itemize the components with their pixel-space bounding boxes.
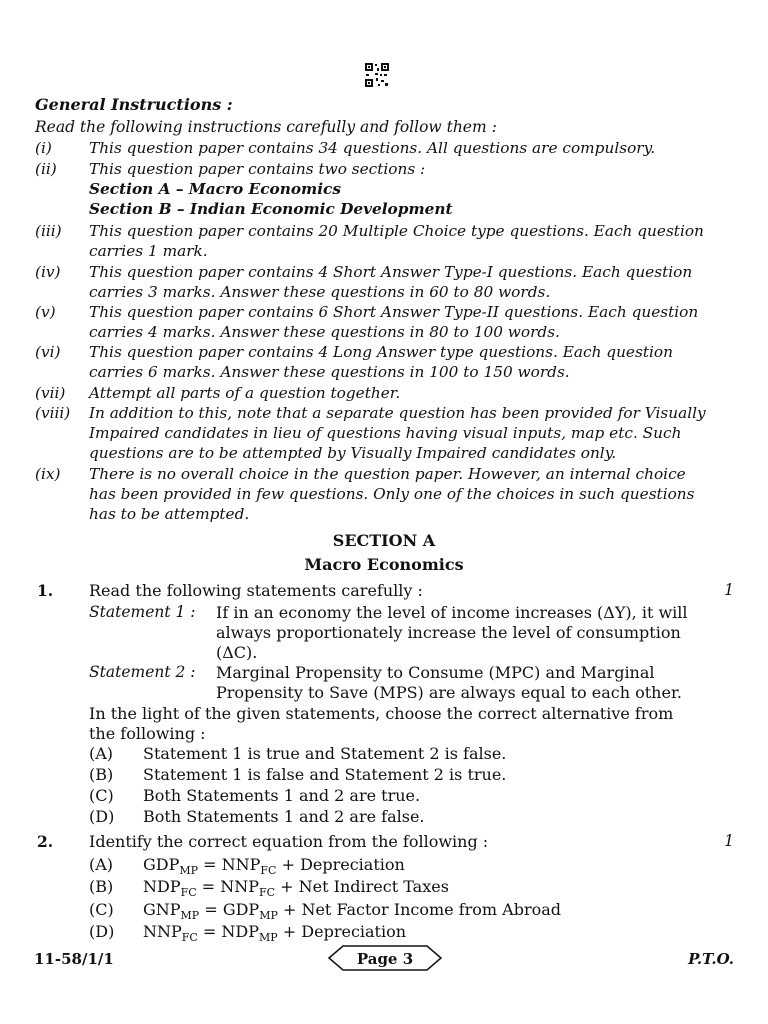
instruction-text: There is no overall choice in the question paper. However, an internal choice has been provided in few questions. Only one of the choices in such questions has to be attempted. (89, 465, 695, 523)
statement-label: Statement 1 : (89, 603, 196, 621)
page-number: Page 3 (356, 950, 414, 968)
instruction-number: (vii) (35, 384, 66, 402)
statement-label: Statement 2 : (89, 663, 196, 681)
instruction-number: (ix) (35, 465, 61, 483)
pto-label: P.T.O. (688, 950, 734, 968)
question-stem: Read the following statements carefully : (89, 581, 423, 600)
equation: $NNP_{FC} = NDP_{MP}$ + Depreciation (143, 922, 407, 944)
instruction-text: This question paper contains 20 Multiple Choice type questions. Each question carries 1 mark. (89, 222, 704, 260)
question-marks: 1 (724, 581, 734, 599)
option-label: (B) (89, 765, 114, 784)
option-label: (C) (89, 786, 114, 805)
instruction-text: This question paper contains 6 Short Answer Type-II questions. Each question carries 4 marks. Answer these questions in 80 to 100 words. (89, 303, 699, 341)
instruction-number: (i) (35, 139, 52, 157)
statement-text: If in an economy the level of income increases (ΔY), it will always proportionately increase the level of consumption (ΔC). (216, 603, 688, 662)
instruction-number: (vi) (35, 343, 61, 361)
option-label: (D) (89, 807, 115, 826)
option-text: Both Statements 1 and 2 are true. (143, 786, 421, 805)
option-text: Statement 1 is true and Statement 2 is false. (143, 744, 507, 763)
question-prompt: In the light of the given statements, choose the correct alternative from the following : (89, 704, 674, 743)
instruction-text: This question paper contains 34 questions. All questions are compulsory. (89, 139, 656, 157)
instruction-number: (ii) (35, 160, 57, 178)
section-title: SECTION A (332, 531, 436, 550)
instructions-title: General Instructions : (35, 95, 233, 114)
instruction-text: This question paper contains two sections : Section A – Macro Economics Section B – Indian Economic Development (89, 160, 453, 218)
option-text: Statement 1 is false and Statement 2 is true. (143, 765, 507, 784)
instruction-text: In addition to this, note that a separate question has been provided for Visually Impaired candidates in lieu of questions having visual inputs, map etc. Such questions are to be attempted by Visually Impaired candidates only. (89, 404, 706, 462)
question-marks: 1 (724, 832, 734, 850)
option-text: Both Statements 1 and 2 are false. (143, 807, 425, 826)
option-label: (B) (89, 877, 114, 896)
instruction-number: (iv) (35, 263, 61, 281)
instructions-intro: Read the following instructions carefully and follow them : (35, 118, 497, 136)
instruction-number: (viii) (35, 404, 71, 422)
option-label: (D) (89, 922, 115, 941)
question-number: 1. (37, 581, 54, 600)
question-stem: Identify the correct equation from the following : (89, 832, 489, 851)
question-number: 2. (37, 832, 54, 851)
instruction-number: (v) (35, 303, 56, 321)
option-label: (C) (89, 900, 114, 919)
section-subtitle: Macro Economics (304, 555, 464, 574)
instruction-text: This question paper contains 4 Long Answer type questions. Each question carries 6 marks. Answer these questions in 100 to 150 words. (89, 343, 673, 381)
instruction-text: Attempt all parts of a question together. (89, 384, 401, 402)
option-label: (A) (89, 744, 114, 763)
paper-code: 11-58/1/1 (34, 950, 114, 968)
option-label: (A) (89, 855, 114, 874)
equation: $NDP_{FC} = NNP_{FC}$ + Net Indirect Taxes (143, 877, 449, 899)
instruction-number: (iii) (35, 222, 62, 240)
equation: $GNP_{MP} = GDP_{MP}$ + Net Factor Income from Abroad (143, 900, 562, 922)
instruction-text: This question paper contains 4 Short Answer Type-I questions. Each question carries 3 marks. Answer these questions in 60 to 80 words. (89, 263, 693, 301)
statement-text: Marginal Propensity to Consume (MPC) and Marginal Propensity to Save (MPS) are always equal to each other. (216, 663, 682, 702)
qr-code-icon (364, 62, 390, 88)
equation: $GDP_{MP} = NNP_{FC}$ + Depreciation (143, 855, 405, 877)
